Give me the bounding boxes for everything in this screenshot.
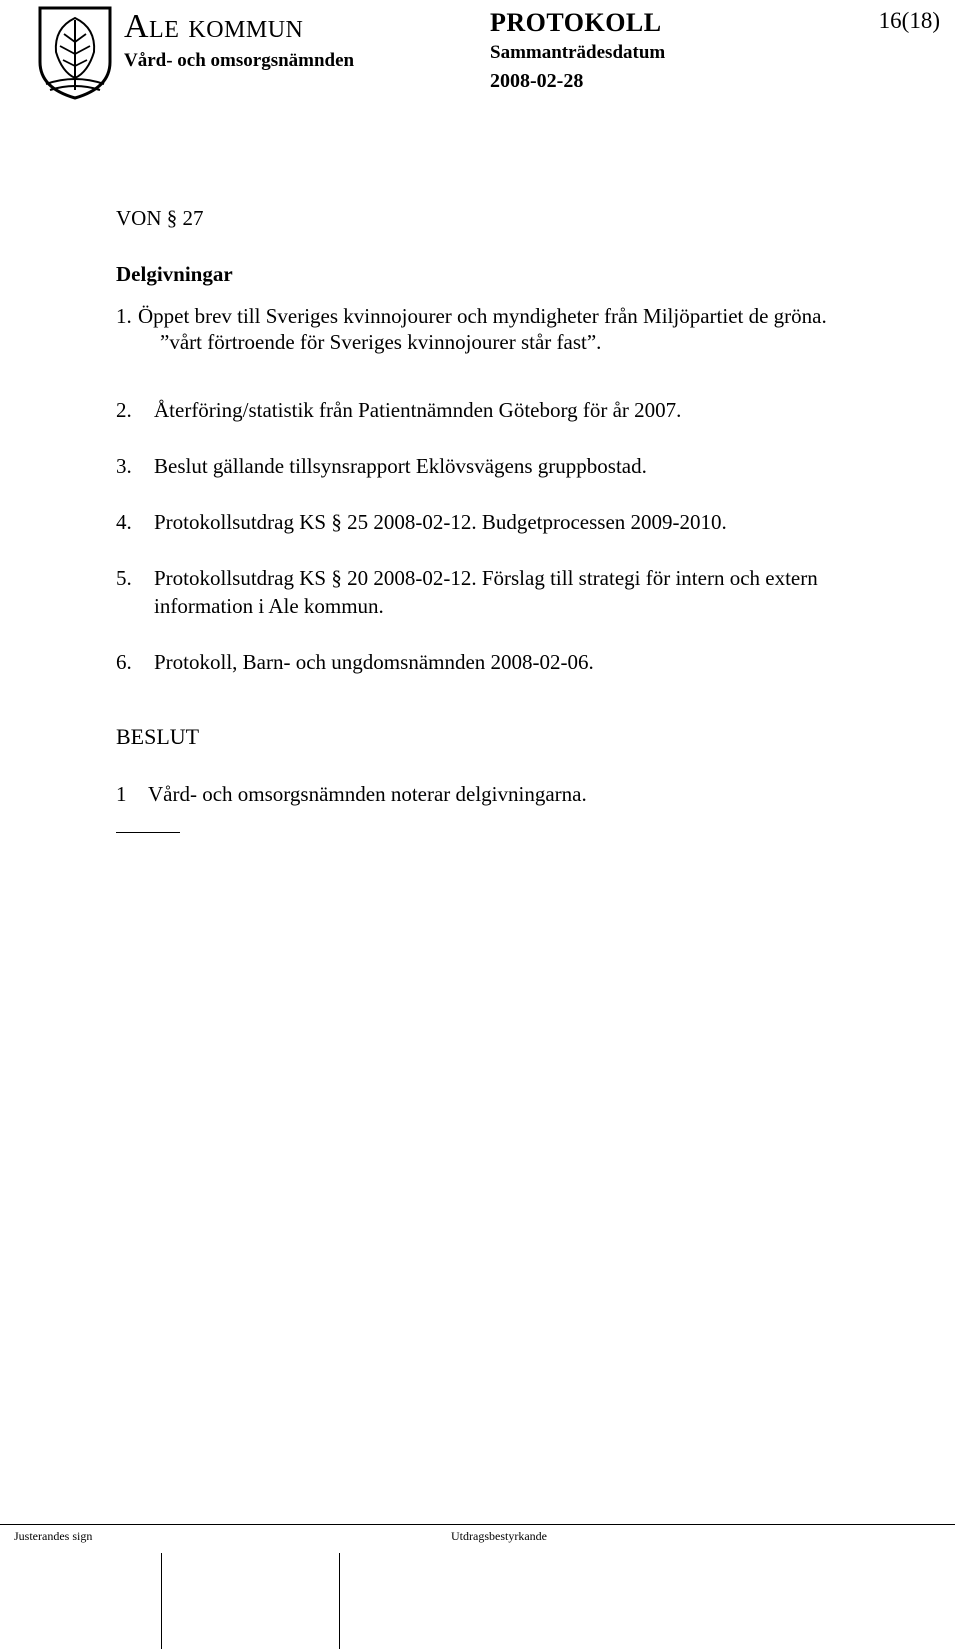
list-item-continuation: ”vårt förtroende för Sveriges kvinnojourer står fast”. bbox=[160, 330, 602, 354]
document-title: PROTOKOLL bbox=[490, 8, 662, 37]
decision-number: 1 bbox=[116, 782, 127, 806]
list-item-number: 6. bbox=[116, 650, 132, 674]
org-name: Ale kommun bbox=[124, 8, 304, 45]
list-item-text: Protokollsutdrag KS § 20 2008-02-12. Förslag till strategi för intern och extern information i Ale kommun. bbox=[154, 566, 818, 618]
list-item-text: Protokoll, Barn- och ungdomsnämnden 2008-02-06. bbox=[154, 650, 594, 674]
list-item-number: 3. bbox=[116, 454, 132, 478]
signature-box-divider bbox=[161, 1553, 162, 1649]
meeting-date-label: Sammanträdesdatum bbox=[490, 42, 666, 63]
list-item-number: 1. bbox=[116, 304, 132, 328]
paragraph-reference: VON § 27 bbox=[116, 206, 204, 230]
list-item-number: 4. bbox=[116, 510, 132, 534]
org-unit: Vård- och omsorgsnämnden bbox=[124, 50, 355, 71]
list-item-number: 5. bbox=[116, 566, 132, 590]
list-item-number: 2. bbox=[116, 398, 132, 422]
signature-box-divider bbox=[339, 1553, 340, 1649]
ale-kommun-logo bbox=[30, 2, 120, 102]
meeting-date: 2008-02-28 bbox=[490, 70, 584, 92]
section-heading: Delgivningar bbox=[116, 262, 233, 286]
page-number: 16(18) bbox=[878, 8, 940, 33]
list-item-text: Beslut gällande tillsynsrapport Eklövsvägens gruppbostad. bbox=[154, 454, 647, 478]
list-item-text: Öppet brev till Sveriges kvinnojourer och myndigheter från Miljöpartiet de gröna. bbox=[138, 304, 827, 328]
footer-divider bbox=[0, 1524, 955, 1525]
decision-heading: BESLUT bbox=[116, 724, 200, 749]
adjuster-signature-label: Justerandes sign bbox=[14, 1529, 93, 1543]
section-end-rule bbox=[116, 832, 180, 833]
decision-text: Vård- och omsorgsnämnden noterar delgivningarna. bbox=[148, 782, 587, 806]
list-item-text: Protokollsutdrag KS § 25 2008-02-12. Budgetprocessen 2009-2010. bbox=[154, 510, 727, 534]
list-item-text: Återföring/statistik från Patientnämnden Göteborg för år 2007. bbox=[154, 398, 682, 422]
extract-certification-label: Utdragsbestyrkande bbox=[451, 1529, 547, 1543]
